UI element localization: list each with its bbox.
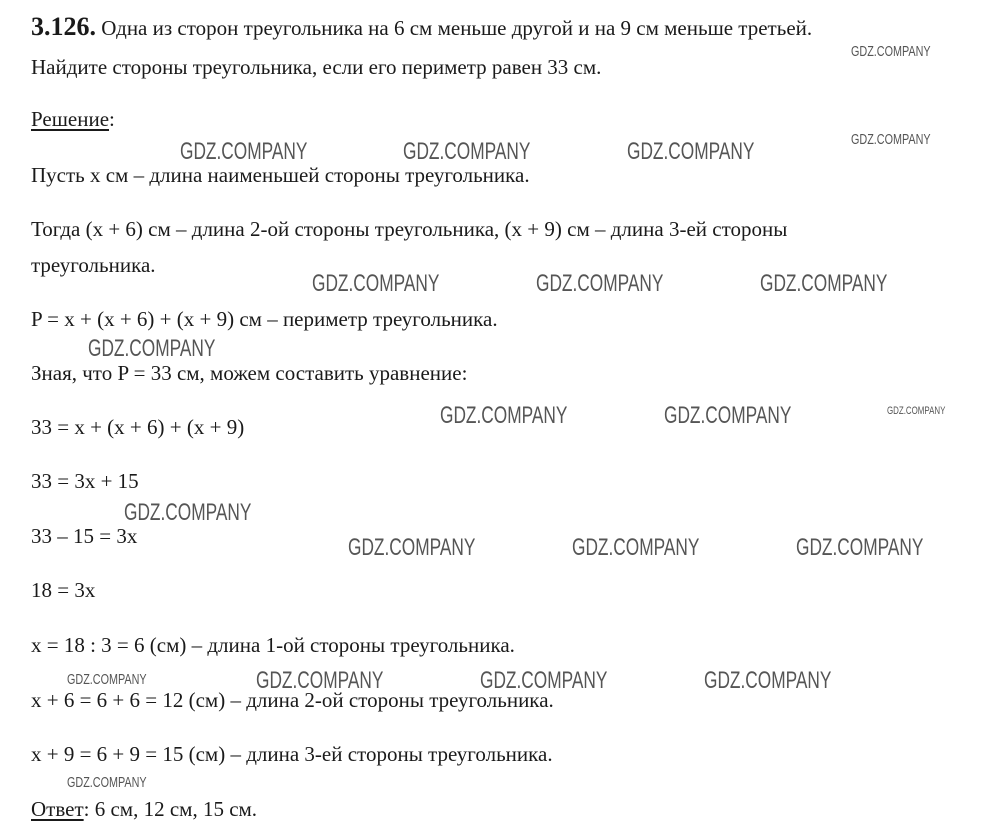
watermark: GDZ.COMPANY: [664, 402, 792, 429]
solution-line: Зная, что P = 33 см, можем составить уравнение:: [31, 361, 468, 385]
watermark: GDZ.COMPANY: [312, 270, 440, 297]
watermark: GDZ.COMPANY: [67, 774, 147, 791]
problem-statement-line-1: [31, 14, 812, 41]
watermark: GDZ.COMPANY: [88, 335, 216, 362]
answer-value: : 6 см, 12 см, 15 см.: [83, 797, 258, 821]
watermark: GDZ.COMPANY: [440, 402, 568, 429]
watermark: GDZ.COMPANY: [256, 667, 384, 694]
solution-line: Пусть x см – длина наименьшей стороны треугольника.: [31, 163, 530, 187]
problem-text-1: Одна из сторон треугольника на 6 см меньше другой и на 9 см меньше третьей.: [101, 16, 813, 40]
watermark: GDZ.COMPANY: [796, 534, 924, 561]
equation-line: 33 = 3x + 15: [31, 469, 139, 493]
watermark: GDZ.COMPANY: [480, 667, 608, 694]
watermark: GDZ.COMPANY: [536, 270, 664, 297]
result-line: x = 18 : 3 = 6 (см) – длина 1-ой стороны треугольника.: [31, 633, 515, 657]
watermark: GDZ.COMPANY: [760, 270, 888, 297]
result-line: x + 9 = 6 + 9 = 15 (см) – длина 3-ей стороны треугольника.: [31, 742, 553, 766]
solution-line: треугольника.: [31, 253, 156, 277]
watermark: GDZ.COMPANY: [851, 131, 931, 148]
watermark: GDZ.COMPANY: [67, 671, 147, 688]
answer: [31, 796, 257, 822]
solution-heading-label: Решение: [31, 107, 110, 131]
solution-heading-colon: :: [109, 107, 115, 131]
problem-number: 3.126.: [31, 12, 96, 41]
equation-line: 33 = x + (x + 6) + (x + 9): [31, 415, 245, 439]
solution-line: Тогда (x + 6) см – длина 2-ой стороны треугольника, (x + 9) см – длина 3-ей стороны: [31, 217, 788, 241]
equation-line: 18 = 3x: [31, 578, 96, 602]
result-line: x + 6 = 6 + 6 = 12 (см) – длина 2-ой стороны треугольника.: [31, 688, 554, 712]
watermark: GDZ.COMPANY: [124, 499, 252, 526]
watermark: GDZ.COMPANY: [887, 405, 946, 417]
solution-line: P = x + (x + 6) + (x + 9) см – периметр треугольника.: [31, 307, 498, 331]
problem-statement-line-2: Найдите стороны треугольника, если его периметр равен 33 см.: [31, 55, 602, 79]
answer-label: Ответ: [31, 797, 84, 821]
watermark: GDZ.COMPANY: [572, 534, 700, 561]
watermark: GDZ.COMPANY: [704, 667, 832, 694]
watermark: GDZ.COMPANY: [851, 43, 931, 60]
watermark: GDZ.COMPANY: [348, 534, 476, 561]
watermark: GDZ.COMPANY: [180, 138, 308, 165]
watermark: GDZ.COMPANY: [627, 138, 755, 165]
solution-heading: [31, 106, 115, 132]
equation-line: 33 – 15 = 3x: [31, 524, 138, 548]
watermark: GDZ.COMPANY: [403, 138, 531, 165]
